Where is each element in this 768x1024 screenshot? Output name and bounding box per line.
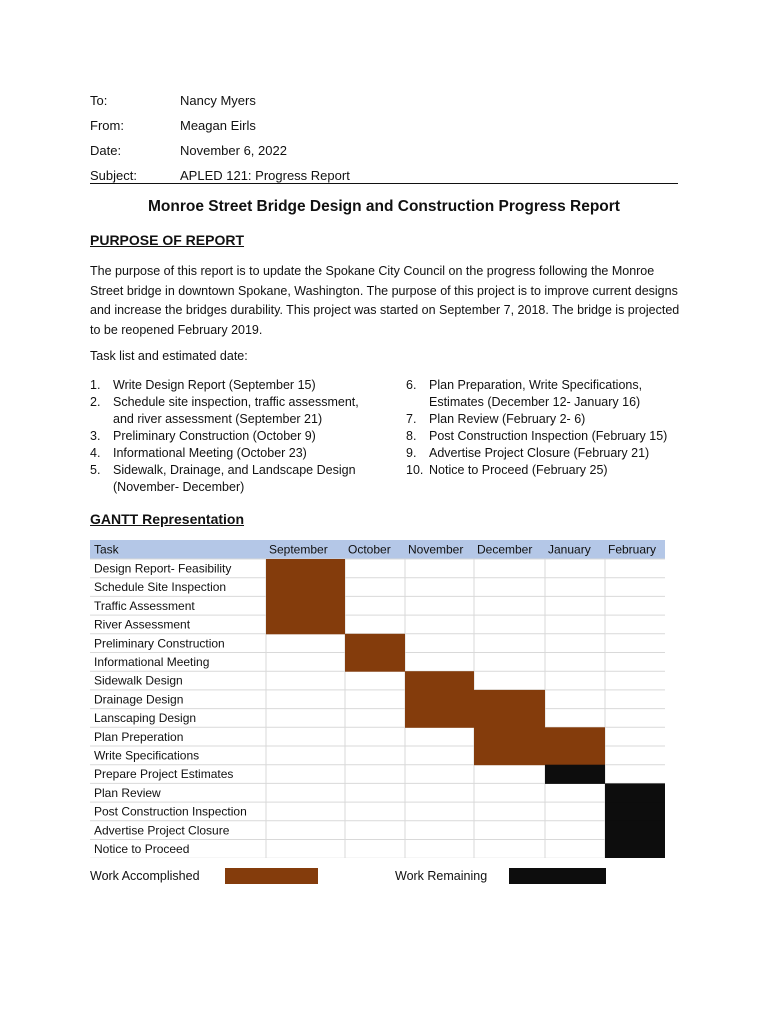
task-list-item <box>406 377 706 411</box>
task-list-text: Sidewalk, Drainage, and Landscape Design <box>113 463 356 477</box>
gantt-header-month: November <box>408 542 464 557</box>
from-value: Meagan Eirls <box>180 118 256 133</box>
gantt-task-label: Advertise Project Closure <box>94 823 230 838</box>
to-value: Nancy Myers <box>180 93 256 108</box>
task-list-number: 3. <box>90 429 101 443</box>
gantt-bar-accomplished <box>405 690 474 709</box>
gantt-bar-accomplished <box>474 746 545 765</box>
task-list-text: Post Construction Inspection (February 15) <box>429 429 668 443</box>
gantt-header-task: Task <box>94 542 119 557</box>
task-list-text: (November- December) <box>113 480 245 494</box>
task-list-number: 7. <box>406 412 417 426</box>
purpose-heading: PURPOSE OF REPORT <box>90 232 245 248</box>
gantt-bar-remaining <box>545 765 605 784</box>
gantt-bar-accomplished <box>266 559 345 578</box>
gantt-task-label: Design Report- Feasibility <box>94 561 232 576</box>
task-list-text: Notice to Proceed (February 25) <box>429 463 608 477</box>
task-list-item <box>406 462 706 479</box>
gantt-bar-accomplished <box>345 634 405 653</box>
gantt-header-month: September <box>269 542 328 557</box>
task-list-item <box>90 462 390 496</box>
legend-accomplished-swatch <box>225 868 318 884</box>
gantt-bar-accomplished <box>405 671 474 690</box>
task-list-text: Advertise Project Closure (February 21) <box>429 446 650 460</box>
task-list-label: Task list and estimated date: <box>90 349 248 363</box>
subject-label: Subject: <box>90 168 137 183</box>
task-list-item <box>90 377 390 394</box>
task-list-text: Schedule site inspection, traffic assessment, <box>113 395 359 409</box>
task-list-right <box>406 377 706 502</box>
gantt-bar-remaining <box>605 840 665 859</box>
gantt-task-label: Traffic Assessment <box>94 598 195 613</box>
legend-remaining-swatch <box>509 868 606 884</box>
gantt-task-label: Drainage Design <box>94 692 184 707</box>
gantt-task-label: Write Specifications <box>94 748 200 763</box>
gantt-task-label: Notice to Proceed <box>94 842 190 856</box>
gantt-task-label: Informational Meeting <box>94 655 210 669</box>
gantt-task-label: River Assessment <box>94 617 191 632</box>
gantt-bar-accomplished <box>545 727 605 746</box>
gantt-header-month: February <box>608 542 657 557</box>
task-list-item <box>406 411 706 428</box>
task-list-item <box>90 428 390 445</box>
gantt-header-month: October <box>348 542 391 557</box>
purpose-paragraph: The purpose of this report is to update the Spokane City Council on the progress following the Monroe Street bridge in downtown Spokane, Washington. The purpose of this project is to improve current designs and increase the bridges durability. This project was started on September 7, 2018. The bridge is projected to be reopened February 2019. <box>90 264 680 337</box>
task-list-text: Estimates (December 12- January 16) <box>429 395 641 409</box>
task-list-number: 5. <box>90 463 101 477</box>
gantt-bar-accomplished <box>266 578 345 597</box>
gantt-bar-remaining <box>605 821 665 840</box>
task-list-item <box>90 394 390 428</box>
legend-accomplished-label: Work Accomplished <box>90 869 200 883</box>
task-list-number: 4. <box>90 446 101 460</box>
gantt-bar-accomplished <box>345 653 405 672</box>
task-list-number: 1. <box>90 378 101 392</box>
task-list-item <box>406 445 706 462</box>
from-label: From: <box>90 118 124 133</box>
gantt-task-label: Lanscaping Design <box>94 711 197 726</box>
gantt-heading: GANTT Representation <box>90 511 245 527</box>
gantt-bar-accomplished <box>474 690 545 709</box>
gantt-task-label: Plan Preperation <box>94 729 184 744</box>
gantt-bar-accomplished <box>405 709 474 728</box>
task-list-number: 2. <box>90 395 101 409</box>
gantt-chart <box>90 540 665 858</box>
report-title: Monroe Street Bridge Design and Construction Progress Report <box>148 198 620 215</box>
gantt-task-label: Prepare Project Estimates <box>94 767 234 782</box>
task-list-number: 8. <box>406 429 417 443</box>
task-list-text: Plan Preparation, Write Specifications, <box>429 378 643 392</box>
gantt-bar-accomplished <box>266 596 345 615</box>
gantt-task-label: Schedule Site Inspection <box>94 580 227 595</box>
task-list-text: and river assessment (September 21) <box>113 412 323 426</box>
subject-value: APLED 121: Progress Report <box>180 168 350 183</box>
date-value: November 6, 2022 <box>180 143 287 158</box>
to-label: To: <box>90 93 108 108</box>
task-list-text: Write Design Report (September 15) <box>113 378 316 392</box>
gantt-header-month: January <box>548 542 591 557</box>
gantt-task-label: Plan Review <box>94 785 161 800</box>
date-label: Date: <box>90 143 122 158</box>
gantt-task-label: Preliminary Construction <box>94 636 225 651</box>
gantt-bar-remaining <box>605 802 665 821</box>
task-list-number: 6. <box>406 378 417 392</box>
gantt-bar-accomplished <box>474 727 545 746</box>
task-list-number: 10. <box>406 463 424 477</box>
gantt-bar-accomplished <box>266 615 345 634</box>
task-list-item <box>406 428 706 445</box>
gantt-bar-accomplished <box>545 746 605 765</box>
task-list-text: Preliminary Construction (October 9) <box>113 429 316 443</box>
task-list-left <box>90 377 390 502</box>
gantt-bar-accomplished <box>474 709 545 728</box>
header-divider <box>90 183 678 184</box>
task-list-text: Informational Meeting (October 23) <box>113 446 307 460</box>
task-list-item <box>90 445 390 462</box>
gantt-task-label: Post Construction Inspection <box>94 804 247 819</box>
gantt-task-label: Sidewalk Design <box>94 673 183 688</box>
task-list-number: 9. <box>406 446 417 460</box>
gantt-header-month: December <box>477 542 533 557</box>
task-list-text: Plan Review (February 2- 6) <box>429 412 586 426</box>
legend-remaining-label: Work Remaining <box>395 869 488 883</box>
gantt-bar-remaining <box>605 783 665 802</box>
